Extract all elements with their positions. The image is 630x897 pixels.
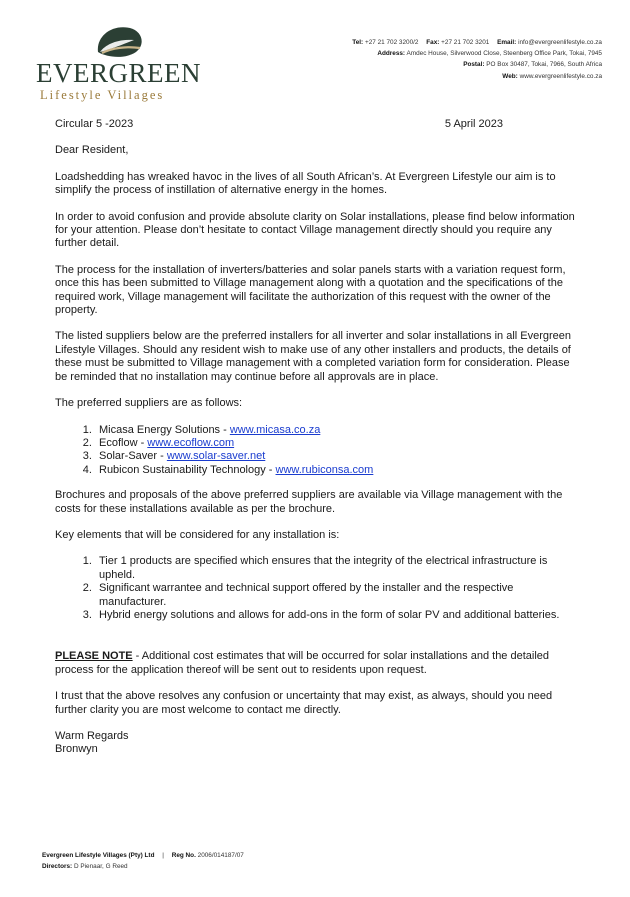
please-note	[55, 650, 575, 677]
suppliers-intro: The preferred suppliers are as follows:	[55, 397, 243, 410]
list-item: 4. Rubicon Sustainability Technology - www.rubiconsa.com	[95, 464, 575, 477]
fax-value: +27 21 702 3201	[441, 39, 490, 46]
salutation: Dear Resident,	[55, 144, 129, 157]
sign-off	[55, 730, 575, 757]
brand-name: EVERGREEN	[36, 58, 201, 88]
suppliers-list	[55, 424, 575, 478]
postal-value: PO Box 30487, Tokai, 7966, South Africa	[486, 61, 602, 69]
supplier-link[interactable]: www.solar-saver.net	[166, 450, 266, 463]
supplier-link[interactable]: www.micasa.co.za	[229, 423, 321, 436]
company-name: Evergreen Lifestyle Villages (Pty) Ltd	[42, 852, 155, 859]
contact-line-phones	[352, 37, 602, 48]
list-item: 2. Ecoflow - www.ecoflow.com	[95, 437, 575, 450]
letter-date: 5 April 2023	[444, 118, 503, 130]
email-value[interactable]: info@evergreenlifestyle.co.za	[518, 39, 602, 46]
signature-name: Bronwyn	[55, 743, 98, 756]
paragraph-brochures: Brochures and proposals of the above preferred suppliers are available via Village management with the costs for these installations available as per the brochure.	[55, 489, 563, 515]
supplier-link[interactable]: www.ecoflow.com	[147, 436, 235, 449]
paragraph-process: The process for the installation of inverters/batteries and solar panels starts with a variation request form, once this has been submitted to Village management along with a quotation and the specifications of the required work, Village management will facilitate the authorization of this request with the owner of the property.	[55, 263, 566, 317]
contact-line-postal	[352, 59, 602, 70]
circular-number: Circular 5 -2023	[55, 118, 134, 130]
paragraph-closing: I trust that the above resolves any confusion or uncertainty that may exist, as always, should you need further clarity you are most welcome to contact me directly.	[55, 690, 553, 716]
footer-separator: |	[162, 852, 164, 859]
key-elements-intro: Key elements that will be considered for any installation is:	[55, 528, 340, 541]
list-item: 3. Solar-Saver - www.solar-saver.net	[95, 450, 575, 463]
address-value: Amdec House, Silverwood Close, Steenberg Office Park, Tokai, 7945	[406, 50, 602, 58]
fax-label: Fax:	[426, 39, 440, 46]
list-item: 3. Hybrid energy solutions and allows for add-ons in the form of solar PV and additional batteries.	[95, 609, 575, 622]
list-item: 1. Tier 1 products are specified which ensures that the integrity of the electrical infrastructure is upheld.	[95, 555, 575, 582]
contact-block	[352, 37, 602, 82]
please-note-label: PLEASE NOTE	[55, 650, 133, 663]
circular-header	[55, 118, 575, 131]
directors-label: Directors:	[42, 863, 73, 870]
key-elements-list	[55, 555, 575, 622]
tel-value: +27 21 702 3200/2	[364, 39, 419, 46]
letter-body	[55, 118, 575, 757]
list-item: 2. Significant warrantee and technical support offered by the installer and the respective manufacturer.	[95, 582, 575, 609]
please-note-text: - Additional cost estimates that will be occurred for solar installations and the detailed process for the application thereof will be sent out to residents upon request.	[55, 650, 550, 676]
supplier-link[interactable]: www.rubiconsa.com	[275, 463, 374, 476]
tel-label: Tel:	[352, 39, 364, 46]
company-logo	[36, 22, 201, 104]
reg-label: Reg No.	[171, 852, 196, 859]
footer-directors-line	[42, 861, 244, 872]
web-value[interactable]: www.evergreenlifestyle.co.za	[519, 72, 602, 80]
reg-number: 2006/014187/07	[197, 852, 244, 859]
directors-names: D Pienaar, G Reed	[73, 863, 128, 870]
email-label: Email:	[497, 39, 517, 46]
closing-phrase: Warm Regards	[55, 730, 129, 742]
web-label: Web:	[502, 72, 518, 80]
address-label: Address:	[377, 50, 406, 58]
footer	[42, 850, 244, 872]
postal-label: Postal:	[463, 61, 485, 69]
contact-line-address	[352, 48, 602, 59]
brand-tagline: Lifestyle Villages	[40, 88, 165, 102]
footer-company-line	[42, 850, 244, 861]
leaf-icon	[90, 22, 150, 58]
paragraph-clarity: In order to avoid confusion and provide absolute clarity on Solar installations, please find below information for your attention. Please don’t hesitate to contact Village management directly should you require any further detail.	[55, 210, 575, 250]
list-item: 1. Micasa Energy Solutions - www.micasa.co.za	[95, 424, 575, 437]
paragraph-suppliers: The listed suppliers below are the preferred installers for all inverter and solar installations in all Evergreen Lifestyle Villages. Should any resident wish to make use of any other installers and products, the details of these must be submitted to Village management with a completed variation form for consideration. Please be reminded that no installation may continue before all approvals are in place.	[55, 330, 572, 383]
contact-line-web	[352, 71, 602, 82]
paragraph-intro: Loadshedding has wreaked havoc in the lives of all South African’s. At Evergreen Lifestyle our aim is to simplify the process of instillation of alternative energy in the homes.	[55, 170, 556, 197]
